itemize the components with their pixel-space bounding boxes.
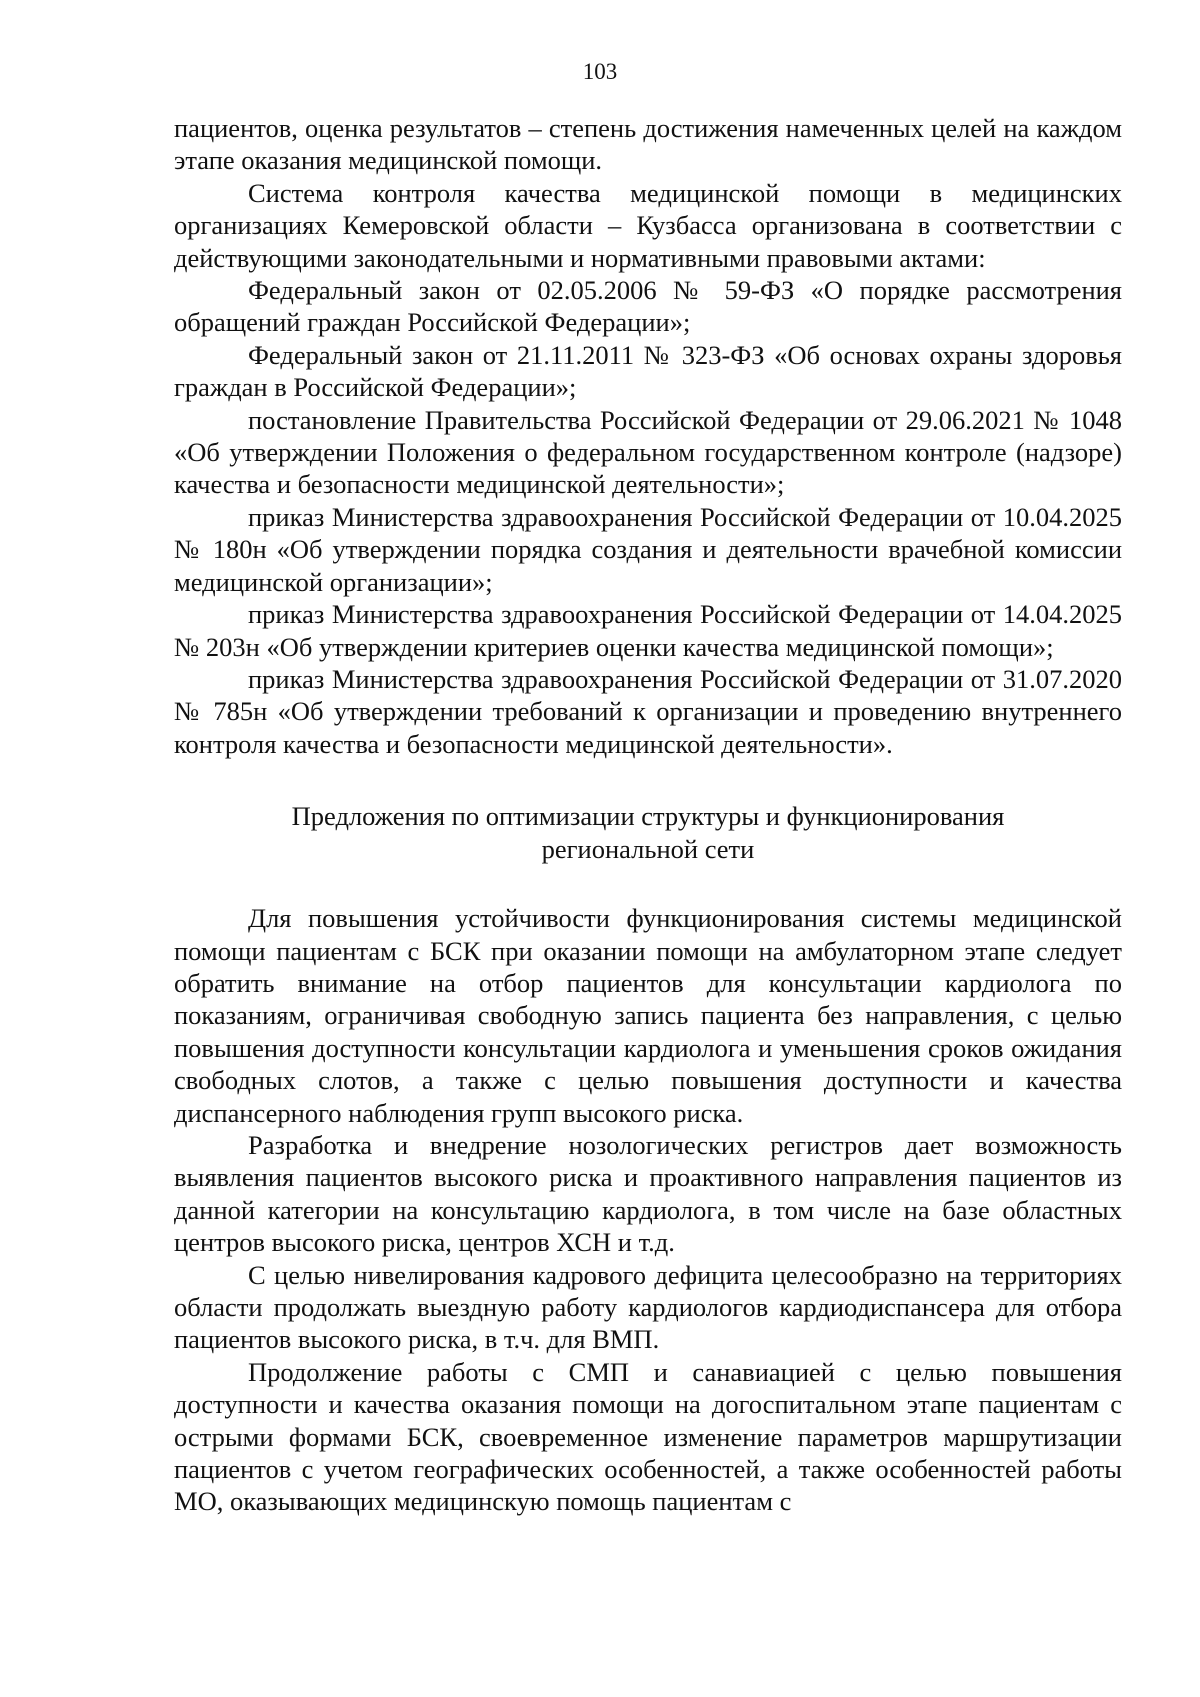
document-body bbox=[174, 112, 1122, 1518]
paragraph-control-system: Система контроля качества медицинской помощи в медицинских организациях Кемеровской области – Кузбасса организована в соответствии с действующими законодательными и нормативными правовыми актами: bbox=[174, 177, 1122, 273]
law-item-resolution-1048: постановление Правительства Российской Федерации от 29.06.2021 № 1048 «Об утверждении Положения о федеральном государственном контроле (надзоре) качества и безопасности медицинской деятельности»; bbox=[174, 404, 1122, 500]
law-item-order-203n: приказ Министерства здравоохранения Российской Федерации от 14.04.2025 № 203н «Об утверждении критериев оценки качества медицинской помощи»; bbox=[174, 599, 1122, 662]
law-item-order-180n: приказ Министерства здравоохранения Российской Федерации от 10.04.2025 № 180н «Об утверждении порядка создания и деятельности врачебной комиссии медицинской организации»; bbox=[174, 501, 1122, 597]
law-item-order-785n: приказ Министерства здравоохранения Российской Федерации от 31.07.2020 № 785н «Об утверждении требований к организации и проведению внутреннего контроля качества и безопасности медицинской деятельности». bbox=[174, 663, 1122, 759]
law-item-59fz: Федеральный закон от 02.05.2006 № 59-ФЗ «О порядке рассмотрения обращений граждан Российской Федерации»; bbox=[174, 275, 1122, 338]
law-item-323fz: Федеральный закон от 21.11.2011 № 323-ФЗ «Об основах охраны здоровья граждан в Российской Федерации»; bbox=[174, 339, 1122, 403]
paragraph-stability: Для повышения устойчивости функционирования системы медицинской помощи пациентам с БСК при оказании помощи на амбулаторном этапе следует обратить внимание на отбор пациентов для консультации кардиолога по показаниям, ограничивая свободную запись пациента без направления, с целью повышения доступности консультации кардиолога и уменьшения сроков ожидания свободных слотов, а также с целью повышения доступности и качества диспансерного наблюдения групп высокого риска. bbox=[174, 903, 1122, 1128]
section-heading-line-1: Предложения по оптимизации структуры и функционирования bbox=[291, 801, 1005, 832]
page-number: 103 bbox=[582, 59, 618, 84]
paragraph-quality-results: пациентов, оценка результатов – степень достижения намеченных целей на каждом этапе оказания медицинской помощи. bbox=[174, 113, 1122, 176]
paragraph-registers: Разработка и внедрение нозологических регистров дает возможность выявления пациентов высокого риска и проактивного направления пациентов из данной категории на консультацию кардиолога, в том числе на базе областных центров высокого риска, центров ХСН и т.д. bbox=[174, 1129, 1122, 1258]
section-heading bbox=[174, 800, 1122, 866]
section-heading-line-2: региональной сети bbox=[541, 834, 755, 865]
paragraph-emergency-care: Продолжение работы с СМП и санавиацией с целью повышения доступности и качества оказания помощи на догоспитальном этапе пациентам с острыми формами БСК, своевременное изменение параметров маршрутизации пациентов с учетом географических особенностей, а также особенностей работы МО, оказывающих медицинскую помощь пациентам с bbox=[174, 1356, 1122, 1517]
paragraph-staff-deficit: С целью нивелирования кадрового дефицита целесообразно на территориях области продолжать выездную работу кардиологов кардиодиспансера для отбора пациентов высокого риска, в т.ч. для ВМП. bbox=[174, 1259, 1122, 1355]
